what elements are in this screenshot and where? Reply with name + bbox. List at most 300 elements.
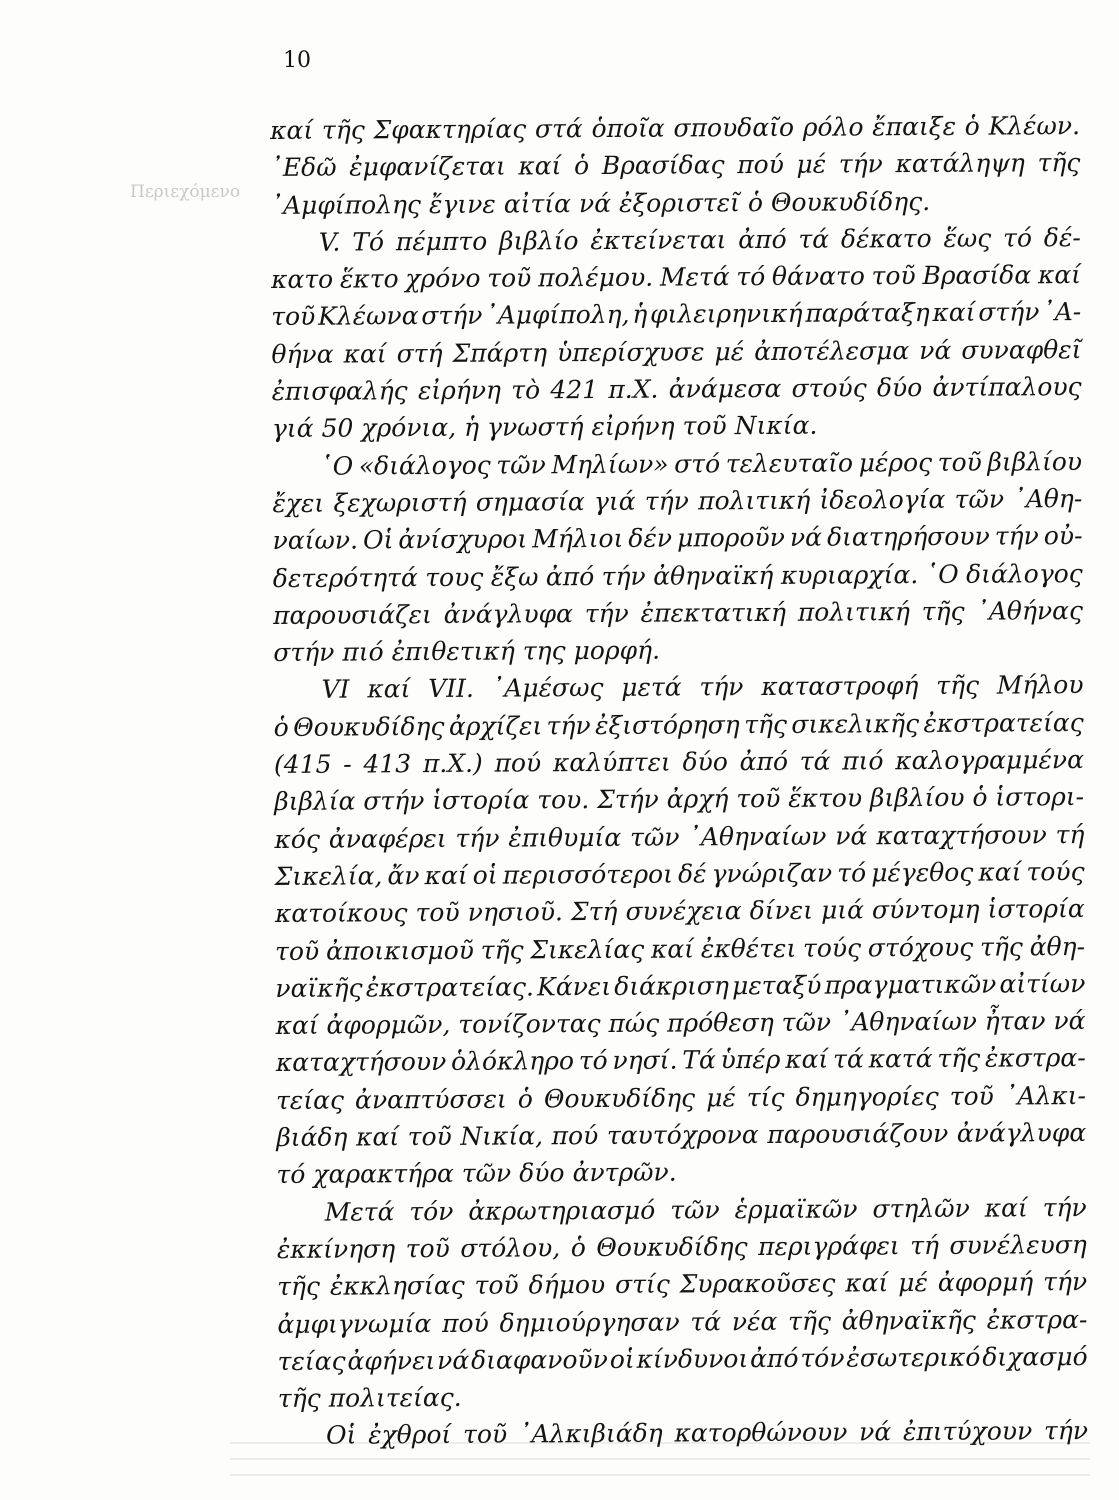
word: νά <box>578 188 612 218</box>
word: ἕως <box>943 223 992 253</box>
word: τοῦ <box>937 447 982 477</box>
word: δέν <box>628 523 673 554</box>
word: τὸ <box>511 375 541 405</box>
word: τήν <box>546 710 591 741</box>
word: μορφή. <box>573 635 661 666</box>
word: τά <box>690 1306 722 1336</box>
word: Οἱ <box>362 525 394 555</box>
word: Σικελίας <box>530 934 645 964</box>
word: τοῦ <box>487 263 532 293</box>
word: κός <box>274 824 320 854</box>
word: νησί. <box>612 1045 678 1076</box>
word: τήν <box>1043 1267 1088 1297</box>
word: τονίζοντας <box>458 1009 601 1039</box>
word: καί <box>984 1193 1028 1223</box>
word: ἀπό <box>739 746 789 777</box>
word: τοῦ <box>736 784 781 814</box>
word: τίς <box>746 1082 785 1112</box>
word: καί <box>424 860 468 891</box>
word: - <box>343 749 352 779</box>
word: ὁ <box>573 151 590 181</box>
word: ῾Ο <box>320 451 354 481</box>
word: ἐσωτερικό <box>846 1342 981 1373</box>
word: τῆς <box>480 934 524 965</box>
word: ᾿Αθήνας <box>976 595 1084 626</box>
word: στήν <box>421 301 483 331</box>
word: τείας <box>277 1346 346 1376</box>
text-line <box>274 704 1084 746</box>
word: τῆς <box>788 1306 832 1336</box>
word: τόν <box>409 1196 454 1226</box>
word: ἐκστρα- <box>986 1304 1088 1335</box>
word: καί <box>1037 260 1082 290</box>
word: πιό <box>342 637 384 667</box>
text-line <box>272 443 1082 485</box>
text-line <box>275 890 1085 932</box>
word: συνέλευση <box>949 1229 1087 1260</box>
word: τοῦ <box>271 302 316 332</box>
word: βιβλία <box>274 786 356 817</box>
word: τό <box>1003 223 1033 253</box>
word: ᾿Αθηναίων <box>838 1006 977 1037</box>
word: τούς <box>802 932 862 963</box>
word: καλύπτει <box>552 747 671 778</box>
text-line <box>273 517 1083 559</box>
word: ἡ <box>464 413 480 443</box>
word: Μηλίων» <box>551 449 669 479</box>
word: ἔξω <box>490 561 539 592</box>
word: καί <box>275 1010 319 1041</box>
word: κατο <box>270 264 334 295</box>
word: στήν <box>273 637 335 668</box>
word: ἀθη- <box>1029 931 1086 961</box>
word: ᾿Αμφίπολη, <box>485 300 630 331</box>
word: γνωστή <box>487 412 584 443</box>
text-line <box>275 1002 1085 1044</box>
word: καί <box>932 298 976 328</box>
word: κατορθώνουν <box>674 1417 848 1448</box>
word: ταυτόχρονα <box>606 1120 759 1150</box>
word: παρουσιάζει <box>272 599 432 630</box>
word: ἐκστρα- <box>984 1043 1086 1074</box>
word: οἱ <box>609 1344 635 1374</box>
text-line <box>273 592 1083 634</box>
word: πιό <box>842 746 884 776</box>
word: ἀνάμεσα <box>668 373 782 404</box>
word: κυριαρχία. <box>780 559 919 590</box>
word: πολιτική <box>797 596 910 627</box>
text-line <box>274 741 1084 783</box>
text-line <box>275 853 1085 895</box>
word: τελευταῖο <box>725 448 854 478</box>
text-line <box>272 405 1082 447</box>
word: ἀντίπαλους <box>932 372 1082 403</box>
word: κίνδυνοι <box>636 1343 749 1374</box>
word: ᾿Αλκιβιάδη <box>518 1419 663 1449</box>
word: δετερότητά <box>272 562 418 593</box>
word: πολιτική <box>698 485 811 516</box>
word: ξεχωριστή <box>333 487 467 518</box>
word: μέρος <box>858 447 933 478</box>
word: τους <box>425 562 484 592</box>
word: τήν <box>584 598 629 628</box>
word: ἀκρωτηριασμό <box>468 1195 656 1226</box>
word: συνέχεια <box>625 896 742 927</box>
word: Συρακοῦσες <box>679 1268 836 1299</box>
word: Σπάρτη <box>452 338 548 368</box>
word: ἐκστρατείας. <box>365 972 535 1003</box>
word: τοῦ <box>405 1233 450 1264</box>
word: καταστροφή <box>761 671 919 702</box>
word: τῶν <box>670 1194 720 1225</box>
word: στήν <box>363 786 425 816</box>
word: Κάνει <box>537 971 612 1002</box>
word: ὁ <box>747 187 764 217</box>
word: ἕκτο <box>339 264 399 294</box>
text-line <box>276 1114 1086 1156</box>
word: στόχους <box>867 932 974 962</box>
word: ἀρχή <box>666 784 729 814</box>
word: διάκριση <box>614 971 730 1001</box>
word: ἀνάγλυφα <box>443 599 574 629</box>
word: τό <box>578 1046 608 1076</box>
word: ἐκκλησίας <box>329 1271 465 1301</box>
word: τοῦ <box>407 1121 452 1152</box>
word: ἔχει <box>272 488 325 518</box>
word: στούς <box>791 373 867 403</box>
word: Οἱ <box>325 1420 357 1451</box>
word: π.Χ.) <box>422 748 483 779</box>
word: ἐκκίνηση <box>276 1234 396 1264</box>
text-line <box>271 219 1081 261</box>
word: VII. <box>428 674 475 704</box>
text-line <box>275 928 1085 970</box>
word: τήν <box>601 561 646 591</box>
word: τῆς <box>321 115 365 145</box>
word: ὁλόκληρο <box>450 1046 575 1077</box>
word: ἐπεκτατική <box>640 597 787 628</box>
word: περισσότεροι <box>502 859 674 890</box>
word: τά <box>798 224 830 254</box>
word: τόν <box>800 1343 845 1373</box>
word: τήν <box>644 486 689 516</box>
text-line <box>272 480 1082 522</box>
word: μετά <box>621 672 682 703</box>
text-line <box>275 965 1085 1007</box>
word: θήνα <box>271 339 334 369</box>
word: Νικία, <box>460 1121 544 1151</box>
word: ὁ <box>964 111 980 141</box>
word: παρουσιάζουν <box>767 1118 949 1149</box>
word: ἀρχίζει <box>448 711 543 741</box>
word: τῶν <box>461 1158 512 1189</box>
word: ᾿Αμέσως <box>491 673 604 704</box>
word: γιά <box>593 486 636 516</box>
word: σημασία <box>475 487 585 517</box>
word: τήν <box>455 823 500 853</box>
word: τά <box>799 746 831 776</box>
word: ἑρμαϊκῶν <box>734 1194 858 1224</box>
word: ἀντρῶν. <box>572 1157 677 1188</box>
word: ἀπό <box>545 561 595 591</box>
word: γιά <box>271 414 314 444</box>
word: 413 <box>363 749 412 779</box>
word: τήν <box>838 149 883 179</box>
word: Θουκυδίδης <box>596 1232 748 1262</box>
text-line <box>271 294 1081 336</box>
word: σικελικῆς <box>791 708 920 739</box>
word: καταχτήσουν <box>876 819 1047 850</box>
word: τῆς <box>979 931 1023 962</box>
word: ἡ <box>632 300 648 330</box>
word: πρόθεση <box>666 1008 774 1038</box>
word: τήν <box>1042 1192 1087 1222</box>
word: στόλου, <box>460 1233 561 1263</box>
word: Σικελία, <box>274 861 383 891</box>
word: ὁ <box>517 1084 533 1114</box>
word: ῾Ο <box>925 559 959 589</box>
word: δίνει <box>749 895 814 926</box>
word: νά <box>919 335 952 365</box>
word: πού <box>551 1121 599 1151</box>
word: Κλέων. <box>988 111 1081 141</box>
word: δύο <box>519 1158 565 1188</box>
word: π.Χ. <box>608 374 659 405</box>
word: ὁ <box>972 782 988 813</box>
word: τῆς <box>744 709 788 739</box>
word: V. <box>318 227 341 257</box>
word: κατά <box>868 1044 933 1074</box>
word: ἐκστρατείας <box>923 707 1084 738</box>
text-line <box>272 368 1082 410</box>
word: ἰδεολογία <box>819 484 946 515</box>
word: τῶν <box>629 822 680 852</box>
text-line <box>276 1151 1086 1193</box>
word: δέ <box>677 859 707 889</box>
word: στό <box>674 448 721 479</box>
word: κατοίκους <box>274 898 408 929</box>
word: βιβλίου <box>987 446 1083 477</box>
word: ἀφήνει <box>347 1345 436 1376</box>
word: τοῦ <box>682 411 727 441</box>
word: ἱστορία <box>987 894 1085 924</box>
text-line <box>276 1039 1086 1081</box>
word: δύο <box>682 747 728 777</box>
word: ἀναφέρει <box>328 823 447 854</box>
word: νά <box>437 1345 470 1375</box>
word: συναφθεῖ <box>961 334 1082 365</box>
word: πραγματικῶν <box>824 969 997 1000</box>
word: καί <box>650 933 695 964</box>
text-line <box>276 1077 1086 1119</box>
word: ἐκθέτει <box>700 933 797 963</box>
word: καί <box>343 339 387 369</box>
text-line <box>278 1375 1088 1417</box>
word: καί <box>270 115 314 145</box>
text-line <box>274 778 1084 820</box>
word: ὁ <box>570 1232 586 1263</box>
word: τό <box>276 1160 306 1190</box>
word: ἐπιθυμία <box>508 822 622 853</box>
word: θάνατο <box>771 261 865 292</box>
word: δέ- <box>1043 222 1081 253</box>
word: ᾿Αθη- <box>1013 484 1083 514</box>
word: βιβλίου <box>869 783 965 813</box>
word: ἀπό <box>738 224 787 255</box>
word: σύντομη <box>871 894 980 925</box>
word: τή <box>1055 819 1085 849</box>
word: ἐπιτύχουν <box>902 1416 1033 1447</box>
word: στά <box>534 114 583 144</box>
page-number: 10 <box>283 48 311 73</box>
word: μποροῦν <box>676 523 785 553</box>
word: Βρασίδα <box>922 260 1032 291</box>
word: ναϊκῆς <box>275 973 363 1003</box>
word: ἕκτου <box>788 783 863 814</box>
word: ἀνίσχυροι <box>398 524 528 555</box>
text-line <box>277 1263 1087 1305</box>
word: καί <box>355 1122 400 1152</box>
word: ἐκτείνεται <box>590 225 727 255</box>
word: ρόλο <box>802 112 864 142</box>
word: πού <box>441 1308 489 1338</box>
text-line <box>271 256 1081 298</box>
word: περιγράφει <box>757 1231 900 1261</box>
word: ἀθηναϊκή <box>653 560 774 591</box>
word: τοῦ <box>949 1081 994 1111</box>
word: τοῦ <box>474 1270 519 1300</box>
word: μιά <box>820 895 865 925</box>
word: αἰτία <box>503 188 572 219</box>
word: ᾿Α- <box>1042 297 1082 327</box>
text-line <box>273 555 1083 597</box>
word: τά <box>832 1044 864 1074</box>
word: διάλογος <box>966 558 1083 589</box>
word: στήν <box>978 297 1040 328</box>
word: ἀνάγλυφα <box>956 1118 1087 1148</box>
word: «διάλογος <box>358 450 491 481</box>
text-line <box>271 331 1081 373</box>
word: καί <box>367 674 411 704</box>
word: τῶν <box>954 484 1005 514</box>
word: Μήλιοι <box>532 524 624 554</box>
word: χρόνο <box>405 263 481 294</box>
word: ἔγινε <box>428 189 496 219</box>
word: Θουκυδίδης <box>293 711 445 742</box>
word: ἀφορμῶν, <box>326 1010 451 1040</box>
word: μέ <box>706 1082 736 1113</box>
word: τή <box>910 1230 940 1261</box>
word: τήν <box>994 521 1039 551</box>
text-line <box>278 1412 1088 1454</box>
word: κατάληψη <box>895 148 1025 179</box>
word: γνώριζαν <box>711 858 833 889</box>
word: τῆς <box>277 1271 321 1302</box>
word: ἀμφιγνωμία <box>277 1308 432 1339</box>
word: ἀποτέλεσμα <box>754 335 910 366</box>
word: εἰρήνη <box>591 411 675 442</box>
word: Μετά <box>324 1196 395 1227</box>
word: καταχτήσουν <box>275 1047 447 1078</box>
word: τῆς <box>921 596 965 626</box>
word: νέα <box>731 1306 778 1336</box>
word: τῆς <box>937 1044 981 1074</box>
word: τῆς <box>936 671 980 701</box>
word: τήν <box>1043 1416 1089 1446</box>
word: ναίων. <box>272 525 359 556</box>
word: καί <box>845 1268 889 1298</box>
word: Θουκυδίδης. <box>770 186 931 217</box>
word: σπουδαῖο <box>673 112 795 143</box>
word: πολέμου. <box>537 262 654 293</box>
word: ἐπιθετική <box>391 636 515 667</box>
word: νά <box>1053 1006 1086 1036</box>
word: καί <box>785 1045 829 1075</box>
word: ἀφορμή <box>937 1267 1034 1298</box>
word: τό <box>736 262 766 292</box>
text-line <box>273 666 1083 708</box>
word: βιάδη <box>276 1122 348 1152</box>
text-line <box>277 1301 1087 1343</box>
word: ἐξιστόρηση <box>594 709 740 740</box>
text-line <box>270 182 1080 224</box>
word: μέ <box>796 149 827 180</box>
word: δήμου <box>528 1270 606 1300</box>
word: ἔπαιξε <box>872 111 957 142</box>
body-text <box>270 107 1088 1455</box>
word: πού <box>737 150 784 180</box>
word: καί <box>978 857 1022 887</box>
word: Μετά <box>659 262 730 292</box>
word: μέ <box>898 1268 928 1298</box>
word: ἐξοριστεῖ <box>618 187 741 218</box>
word: της <box>522 636 566 666</box>
word: οἱ <box>472 860 498 890</box>
word: VI <box>321 674 350 705</box>
word: καλογραμμένα <box>895 745 1084 776</box>
word: πώς <box>608 1008 660 1039</box>
word: 50 <box>321 413 354 444</box>
word: τοῦ <box>462 1419 508 1450</box>
word: στηλῶν <box>872 1193 970 1223</box>
word: ἀθηναϊκῆς <box>841 1305 976 1336</box>
word: Τά <box>682 1045 716 1075</box>
word: πού <box>494 748 542 778</box>
word: Κλέωνα <box>318 301 419 332</box>
word: μέγεθος <box>871 857 974 888</box>
word: βιβλίο <box>499 226 579 256</box>
text-line <box>278 1338 1088 1380</box>
word: παράταξη <box>805 298 930 329</box>
word: νά <box>835 821 868 851</box>
word: ὑπερίσχυσε <box>556 337 705 368</box>
word: Στήν <box>597 784 659 815</box>
word: πέμπτο <box>395 226 488 257</box>
word: ἀποικισμοῦ <box>325 935 475 966</box>
word: Στή <box>570 897 618 927</box>
word: ἀναπτύσσει <box>354 1084 507 1115</box>
word: χαρακτήρα <box>313 1159 454 1190</box>
word: ἐχθροί <box>368 1420 452 1450</box>
word: του. <box>537 785 590 815</box>
word: νά <box>789 522 823 553</box>
word: τοῦ <box>275 936 320 966</box>
word: τοῦ <box>415 898 460 928</box>
word: τείας <box>275 1085 345 1115</box>
text-line <box>274 816 1084 858</box>
word: ἐπισφαλής <box>271 376 408 407</box>
word: ὁποῖα <box>591 113 665 144</box>
